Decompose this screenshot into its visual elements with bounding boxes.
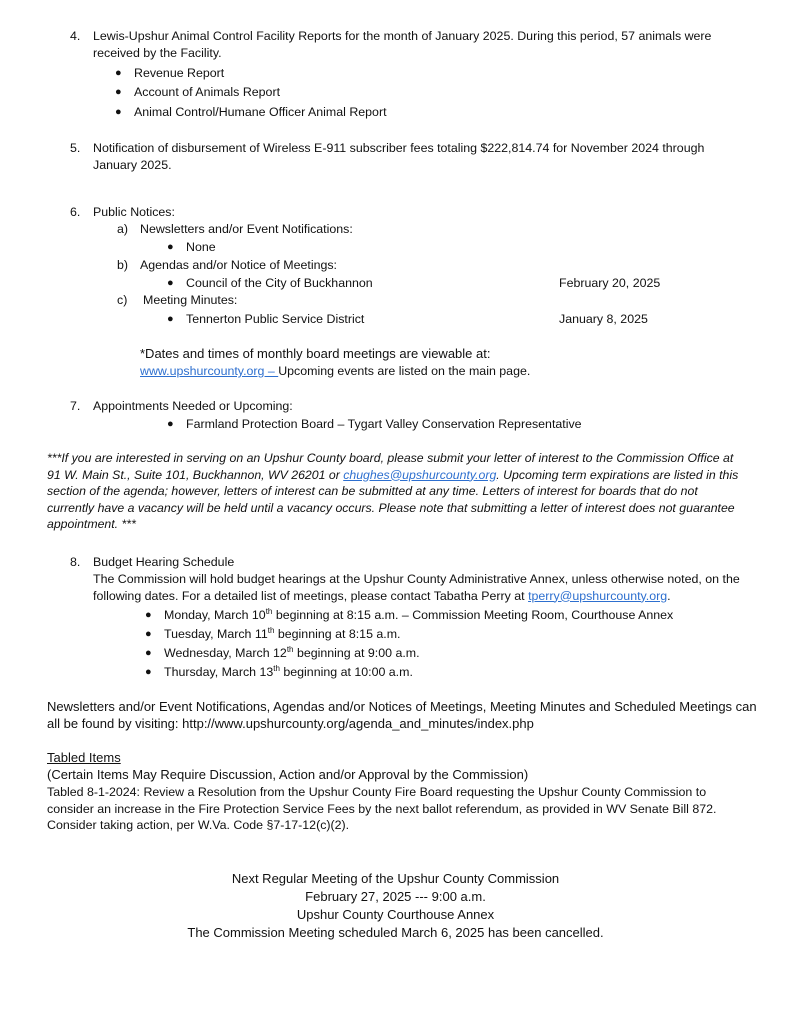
item-7-title: Appointments Needed or Upcoming:: [93, 399, 293, 413]
item-6b-text: Agendas and/or Notice of Meetings:: [140, 258, 337, 272]
budget-hearing-description: [93, 571, 753, 604]
item-4-bullet-2: Account of Animals Report: [134, 85, 281, 99]
item-6a-text: Newsletters and/or Event Notifications:: [140, 222, 353, 236]
item-6b-label: b): [117, 258, 129, 272]
bullet-icon: ●: [167, 313, 174, 325]
bullet-icon: ●: [167, 241, 174, 253]
item-6b-bullet: Council of the City of Buckhannon: [186, 276, 373, 290]
item-6-number: 6.: [70, 205, 81, 219]
bullet-icon: ●: [145, 666, 152, 678]
chughes-email-link[interactable]: chughes@upshurcounty.org: [343, 467, 497, 482]
item-6c-date: January 8, 2025: [559, 312, 648, 326]
hearing-item: Tuesday, March 11th beginning at 8:15 a.m.: [164, 625, 401, 641]
next-meeting-line-1: Next Regular Meeting of the Upshur County Commission: [231, 871, 560, 886]
hearing-item: Monday, March 10th beginning at 8:15 a.m. – Commission Meeting Room, Courthouse Annex: [164, 606, 674, 622]
tabled-items-subheading: (Certain Items May Require Discussion, Action and/or Approval by the Commission): [47, 767, 529, 782]
upcoming-events-text: Upcoming events are listed on the main page.: [278, 364, 531, 378]
item-6a-label: a): [117, 222, 129, 236]
item-6c-label: c): [117, 293, 128, 307]
item-5-number: 5.: [70, 141, 81, 155]
budget-hearing-text-1: The Commission will hold budget hearings at the Upshur County Administrative Annex, unless otherwise noted, on the following dates. For a detailed list of meetings, please contact Tabatha Perry at: [93, 572, 740, 603]
tabled-items-heading: Tabled Items: [47, 750, 121, 765]
bullet-icon: ●: [145, 628, 152, 640]
item-7-bullet: Farmland Protection Board – Tygart Valley Conservation Representative: [186, 417, 582, 431]
bullet-icon: ●: [167, 277, 174, 289]
item-6b-date: February 20, 2025: [559, 276, 661, 290]
bullet-icon: ●: [145, 647, 152, 659]
item-7-number: 7.: [70, 399, 81, 413]
newsletters-note: Newsletters and/or Event Notifications, Agendas and/or Notices of Meetings, Meeting Minutes and Scheduled Meetings can all be found by visiting: http://www.upshurcounty.org/agenda_and_minutes/index.php: [47, 699, 757, 731]
item-6-title: Public Notices:: [93, 205, 175, 219]
budget-hearing-text-2: .: [667, 588, 671, 603]
item-6c-text: Meeting Minutes:: [143, 293, 238, 307]
interest-text-1: ***If you are interested in serving on an Upshur County board, please submit your letter of interest to the Commission Office at 91 W. Main St., Suite 101, Buckhannon, WV 26201 or: [47, 451, 734, 482]
bullet-icon: ●: [167, 418, 174, 430]
upshurcounty-link[interactable]: www.upshurcounty.org –: [140, 364, 279, 378]
item-4-number: 4.: [70, 29, 81, 43]
bullet-icon: ●: [115, 106, 122, 118]
item-8-title: Budget Hearing Schedule: [93, 555, 235, 569]
item-6a-bullet: None: [186, 240, 216, 254]
item-8-number: 8.: [70, 555, 81, 569]
hearing-item: Thursday, March 13th beginning at 10:00 a.m.: [164, 663, 413, 679]
item-6c-bullet: Tennerton Public Service District: [186, 312, 365, 326]
upcoming-events-line: [140, 363, 530, 379]
board-interest-paragraph: [47, 450, 747, 533]
next-meeting-line-3: Upshur County Courthouse Annex: [296, 907, 495, 922]
bullet-icon: ●: [145, 609, 152, 621]
next-meeting-line-2: February 27, 2025 --- 9:00 a.m.: [305, 889, 486, 904]
bullet-icon: ●: [115, 86, 122, 98]
bullet-icon: ●: [115, 67, 122, 79]
interest-text-2: . Upcoming term expirations are listed in this section of the agenda; however, letters of interest can be submitted at any time. Letters of interest for boards that do not currently have a vacancy will be held until a vacancy occurs. Please note that submitting a letter of interest does not guarantee appointment. ***: [47, 467, 739, 531]
item-5-text: Notification of disbursement of Wireless E-911 subscriber fees totaling $222,814.74 for November 2024 through January 2025.: [93, 141, 705, 172]
tperry-email-link[interactable]: tperry@upshurcounty.org: [528, 588, 668, 603]
item-4-text: Lewis-Upshur Animal Control Facility Reports for the month of January 2025. During this period, 57 animals were received by the Facility.: [93, 29, 712, 60]
item-4-bullet-3: Animal Control/Humane Officer Animal Report: [134, 105, 387, 119]
hearing-item: Wednesday, March 12th beginning at 9:00 a.m.: [164, 644, 420, 660]
item-4-bullet-1: Revenue Report: [134, 66, 225, 80]
next-meeting-line-4: The Commission Meeting scheduled March 6, 2025 has been cancelled.: [187, 925, 604, 940]
tabled-item-text: Tabled 8-1-2024: Review a Resolution from the Upshur County Fire Board requesting the Upshur County Commission to consider an increase in the Fire Protection Service Fees by the next ballot referendum, as provided in WV Senate Bill 872. Consider taking action, per W.Va. Code §7-17-12(c)(2).: [47, 785, 717, 832]
board-meetings-note: *Dates and times of monthly board meetings are viewable at:: [140, 346, 491, 361]
